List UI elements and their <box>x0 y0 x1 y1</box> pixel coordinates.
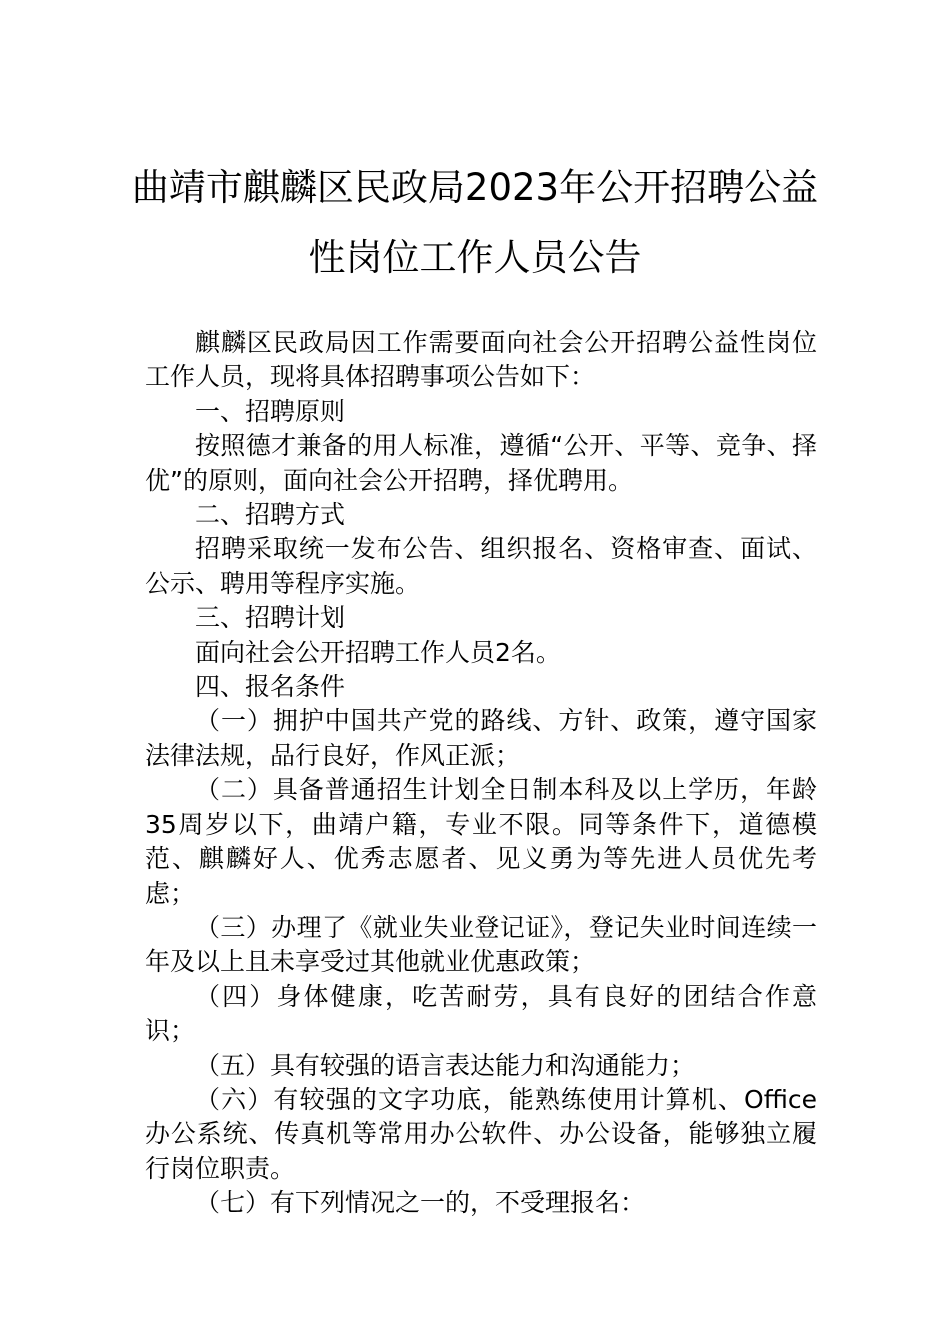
condition-item-2: （二）具备普通招生计划全日制本科及以上学历，年龄35周岁以下，曲靖户籍，专业不限。同等条件下，道德模范、麒麟好人、优秀志愿者、见义勇为等先进人员优先考虑； <box>145 775 817 908</box>
plan-paragraph: 面向社会公开招聘工作人员2名。 <box>195 637 561 667</box>
section-heading-method: 二、招聘方式 <box>195 500 346 530</box>
condition-item-7: （七）有下列情况之一的，不受理报名： <box>195 1188 646 1218</box>
condition-item-4: （四）身体健康，吃苦耐劳，具有良好的团结合作意识； <box>145 981 817 1046</box>
condition-item-6: （六）有较强的文字功底，能熟练使用计算机、Office办公系统、传真机等常用办公软件、办公设备，能够独立履行岗位职责。 <box>145 1084 817 1183</box>
document-title-line-1: 曲靖市麒麟区民政局2023年公开招聘公益 <box>131 166 819 209</box>
section-heading-principle: 一、招聘原则 <box>195 396 346 426</box>
document-title-line-2: 性岗位工作人员公告 <box>308 236 642 279</box>
document-body <box>145 326 817 1221</box>
intro-paragraph: 麒麟区民政局因工作需要面向社会公开招聘公益性岗位工作人员，现将具体招聘事项公告如下： <box>145 328 817 392</box>
condition-item-5: （五）具有较强的语言表达能力和沟通能力； <box>195 1050 696 1080</box>
condition-item-3: （三）办理了《就业失业登记证》，登记失业时间连续一年及以上且未享受过其他就业优惠政策； <box>145 912 817 977</box>
principle-paragraph: 按照德才兼备的用人标准，遵循“公开、平等、竞争、择优”的原则，面向社会公开招聘，择优聘用。 <box>145 431 817 495</box>
section-heading-plan: 三、招聘计划 <box>195 603 346 633</box>
section-heading-conditions: 四、报名条件 <box>195 672 346 702</box>
method-paragraph: 招聘采取统一发布公告、组织报名、资格审查、面试、公示、聘用等程序实施。 <box>145 534 817 598</box>
condition-item-1: （一）拥护中国共产党的路线、方针、政策，遵守国家法律法规，品行良好，作风正派； <box>145 706 817 770</box>
